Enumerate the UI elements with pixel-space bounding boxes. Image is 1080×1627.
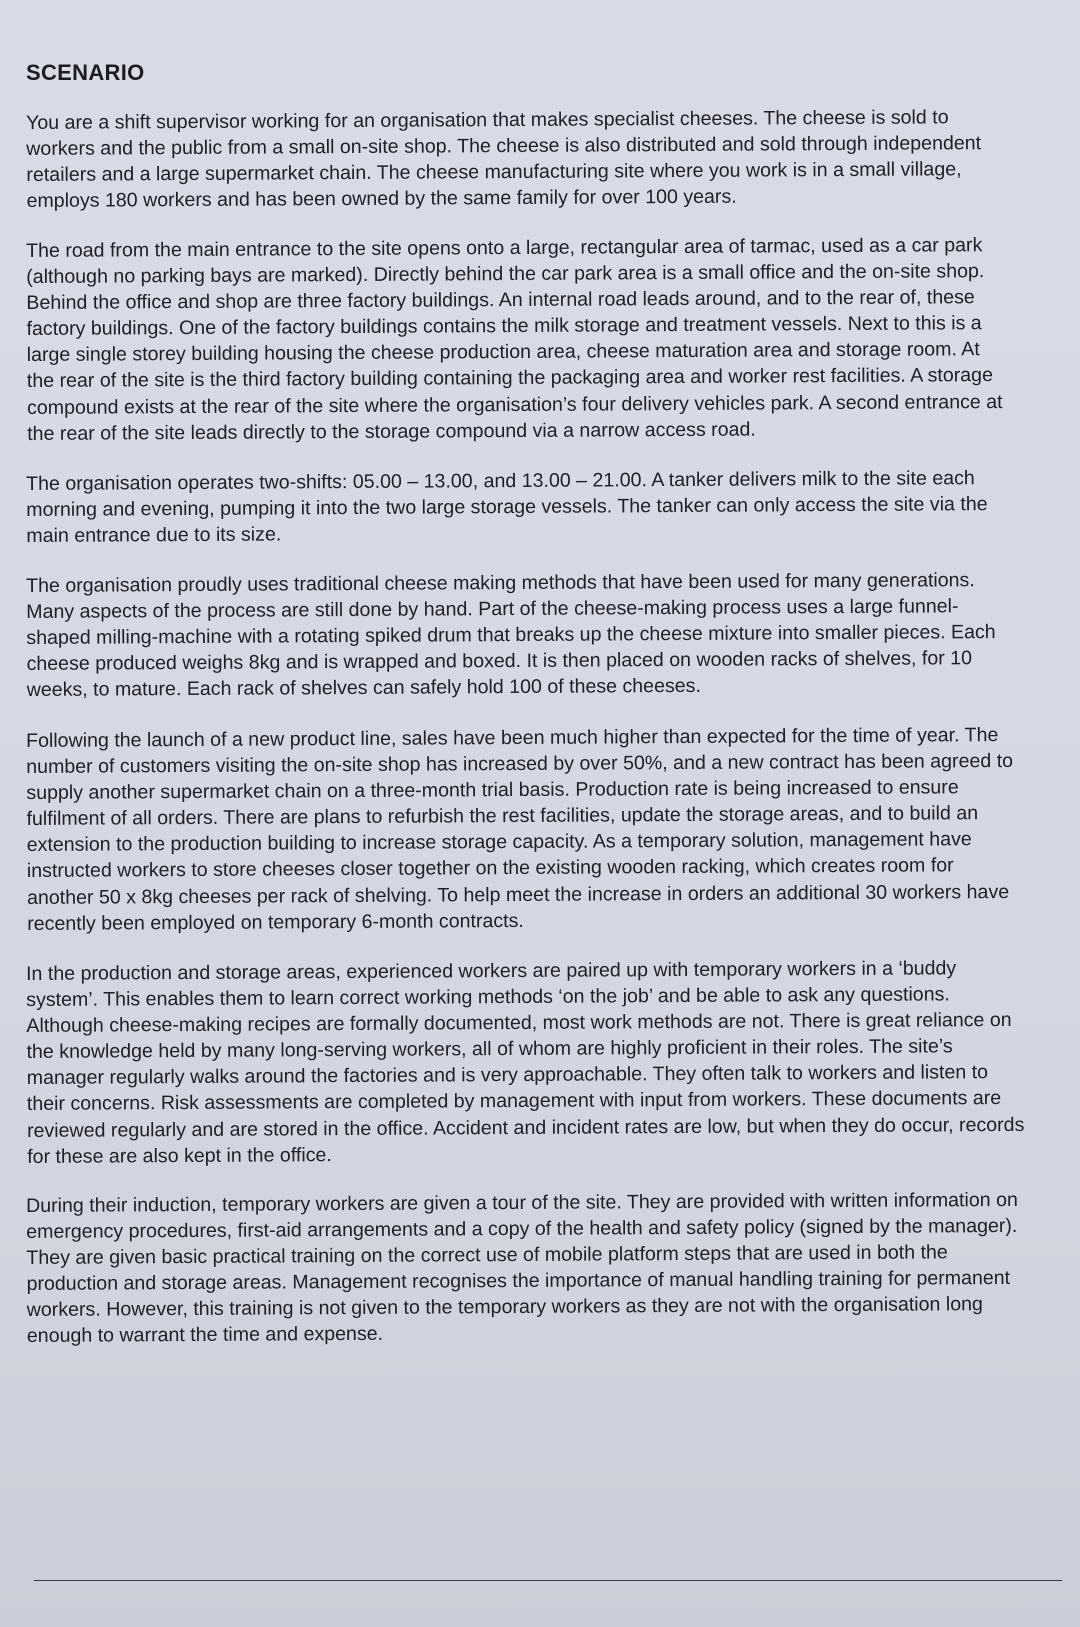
paragraph-buddy-system: In the production and storage areas, experienced workers are paired up with temporary workers in a ‘buddy system’. This enables them to learn correct working methods ‘on the job’ and be able to ask any questions. Although cheese-making recipes are formally documented, most work methods are not. There is great reliance on the knowledge held by many long-serving workers, all of whom are highly proficient in their roles. The site’s manager regularly walks around the factories and is very approachable. They often talk to workers and listen to their concerns. Risk assessments are completed by management with input from workers. These documents are reviewed regularly and are stored in the office. Accident and incident rates are low, but when they do occur, records for these are also kept in the office. bbox=[26, 956, 1025, 1168]
paragraph-increased-demand: Following the launch of a new product line, sales have been much higher than expected for the time of year. The number of customers visiting the on-site shop has increased by over 50%, and a new contract has been agreed to supply another supermarket chain on a three-month trial basis. Production rate is being increased to ensure fulfilment of all orders. There are plans to refurbish the rest facilities, update the storage areas, and to build an extension to the production building to increase storage capacity. As a temporary solution, management have instructed workers to store cheeses closer together on the existing wooden racking, which creates room for another 50 x 8kg cheeses per rack of shelving. To help meet the increase in orders an additional 30 workers have recently been employed on temporary 6-month contracts. bbox=[26, 723, 1014, 935]
paragraph-shifts-deliveries: The organisation operates two-shifts: 05.00 – 13.00, and 13.00 – 21.00. A tanker delivers milk to the site each morning and evening, pumping it into the two large storage vessels. The tanker can only access the site via the main entrance due to its size. bbox=[26, 467, 988, 548]
paragraph-site-layout: The road from the main entrance to the site opens onto a large, rectangular area of tarmac, used as a car park (although no parking bays are marked). Directly behind the car park area is a small office and the on-site shop. Behind the office and shop are three factory buildings. An internal road leads around, and to the rear of, these factory buildings. One of the factory buildings contains the milk storage and treatment vessels. Next to this is a large single storey building housing the cheese production area, cheese maturation area and storage room. At the rear of the site is the third factory building containing the packaging area and worker rest facilities. A storage compound exists at the rear of the site where the organisation’s four delivery vehicles park. A second entrance at the rear of the site leads directly to the storage compound via a narrow access road. bbox=[26, 234, 1003, 446]
scenario-body bbox=[26, 106, 1040, 1350]
paragraph-induction-training: During their induction, temporary workers are given a tour of the site. They are provided with written information on emergency procedures, first-aid arrangements and a copy of the health and safety policy (signed by the manager). They are given basic practical training on the correct use of mobile platform steps that are used in both the production and storage areas. Management recognises the importance of manual handling training for permanent workers. However, this training is not given to the temporary workers as they are not with the organisation long enough to warrant the time and expense. bbox=[26, 1189, 1018, 1348]
scenario-heading: SCENARIO bbox=[26, 60, 145, 85]
footer-divider bbox=[34, 1580, 1062, 1581]
paragraph-role-overview: You are a shift supervisor working for an organisation that makes specialist cheeses. The cheese is sold to workers and the public from a small on-site shop. The cheese is also distributed and sold through independent retailers and a large supermarket chain. The cheese manufacturing site where you work is in a small village, employs 180 workers and has been owned by the same family for over 100 years. bbox=[26, 106, 982, 213]
paragraph-cheese-making-process: The organisation proudly uses traditional cheese making methods that have been used for many generations. Many aspects of the process are still done by hand. Part of the cheese-making process uses a large funnel-shaped milling-machine with a rotating spiked drum that breaks up the cheese mixture into smaller pieces. Each cheese produced weighs 8kg and is wrapped and boxed. It is then placed on wooden racks of shelves, for 10 weeks, to mature. Each rack of shelves can safely hold 100 of these cheeses. bbox=[26, 569, 996, 702]
